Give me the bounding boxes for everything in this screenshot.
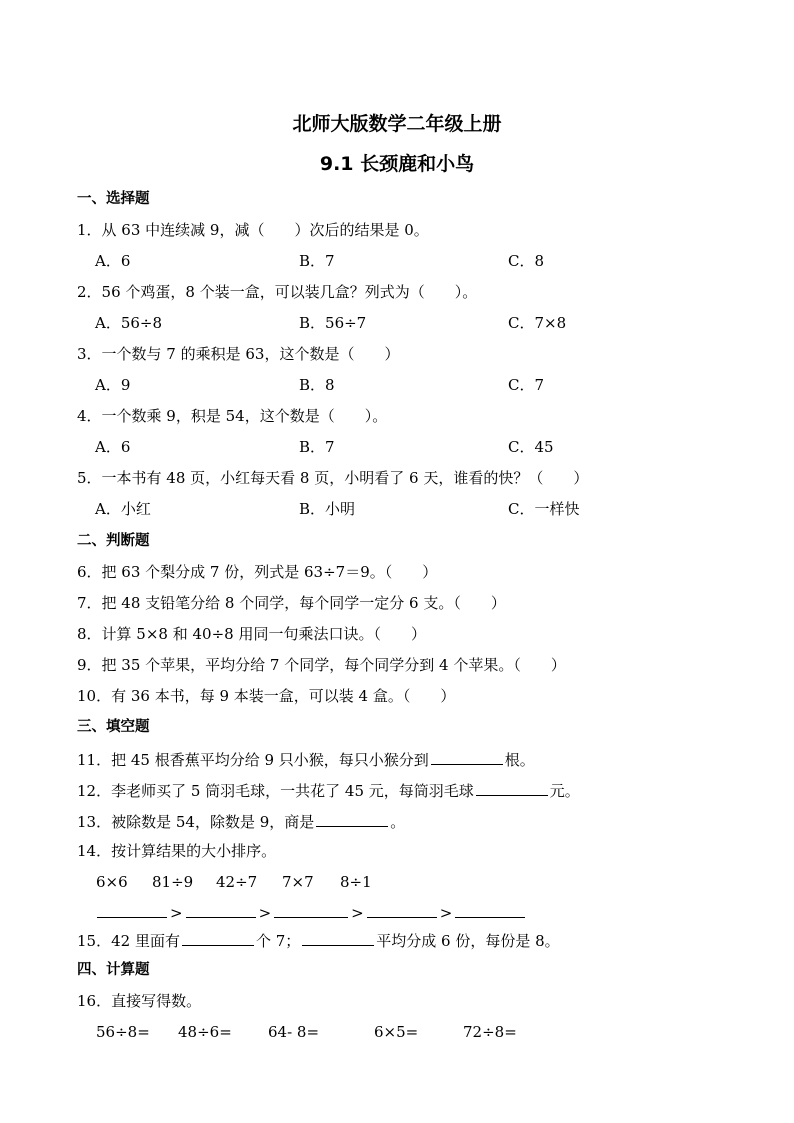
question-1: 1．从 63 中连续减 9，减（ ）次后的结果是 0。: [77, 221, 429, 239]
q3-option-b: B．8: [299, 376, 335, 394]
question-13: [77, 810, 405, 832]
answer-blank[interactable]: [431, 748, 503, 765]
answer-blank[interactable]: [182, 929, 254, 946]
section-heading-choice: 一、选择题: [77, 191, 150, 207]
question-14: 14．按计算结果的大小排序。: [77, 842, 277, 860]
q16-expression: 72÷8=: [463, 1023, 517, 1041]
q4-option-c: C．45: [508, 438, 554, 456]
q1-option-a: A．6: [95, 252, 131, 270]
q4-option-b: B．7: [299, 438, 335, 456]
answer-blank[interactable]: [455, 901, 525, 918]
q12-suffix: 元。: [549, 782, 580, 800]
q2-option-b: B．56÷7: [299, 314, 367, 332]
q2-option-c: C．7×8: [508, 314, 567, 332]
answer-blank[interactable]: [476, 779, 548, 796]
answer-blank[interactable]: [97, 901, 167, 918]
q16-expression: 6×5=: [374, 1023, 419, 1041]
q16-expression: 64- 8=: [268, 1023, 320, 1041]
question-8: 8．计算 5×8 和 40÷8 用同一句乘法口诀。（ ）: [77, 625, 426, 643]
q13-text: 13．被除数是 54，除数是 9，商是: [77, 813, 315, 831]
q11-suffix: 根。: [504, 751, 535, 769]
q5-option-c: C．一样快: [508, 500, 580, 518]
q4-option-a: A．6: [95, 438, 131, 456]
q13-suffix: 。: [390, 813, 406, 831]
q2-option-a: A．56÷8: [95, 314, 163, 332]
q3-option-a: A．9: [95, 376, 131, 394]
q15-suffix: 平均分成 6 份，每份是 8。: [376, 932, 560, 950]
document-title: 北师大版数学二年级上册: [292, 113, 502, 135]
answer-blank[interactable]: [274, 901, 348, 918]
q1-option-b: B．7: [299, 252, 335, 270]
answer-blank[interactable]: [367, 901, 437, 918]
q14-ordering-row: [95, 901, 527, 923]
question-3: 3．一个数与 7 的乘积是 63，这个数是（ ）: [77, 345, 400, 363]
q14-expression: 7×7: [282, 873, 314, 891]
question-16: 16．直接写得数。: [77, 992, 202, 1010]
answer-blank[interactable]: [302, 929, 374, 946]
question-10: 10．有 36 本书，每 9 本装一盒，可以装 4 盒。（ ）: [77, 687, 456, 705]
question-7: 7．把 48 支铅笔分给 8 个同学，每个同学一定分 6 支。（ ）: [77, 594, 506, 612]
document-subtitle: 9.1 长颈鹿和小鸟: [319, 153, 475, 175]
q15-text: 15．42 里面有: [77, 932, 180, 950]
q11-text: 11．把 45 根香蕉平均分给 9 只小猴，每只小猴分到: [77, 751, 429, 769]
greater-than-sign: >: [258, 904, 272, 922]
question-5: 5．一本书有 48 页，小红每天看 8 页，小明看了 6 天，谁看的快？（ ）: [77, 469, 589, 487]
q5-option-a: A．小红: [95, 500, 151, 518]
q14-expression: 81÷9: [152, 873, 194, 891]
q16-expression: 56÷8=: [96, 1023, 150, 1041]
question-4: 4．一个数乘 9，积是 54，这个数是（ ）。: [77, 407, 388, 425]
section-heading-fill-blank: 三、填空题: [77, 719, 150, 735]
question-12: [77, 779, 580, 801]
q15-middle: 个 7；: [255, 932, 301, 950]
greater-than-sign: >: [351, 904, 364, 922]
q16-expression: 48÷6=: [178, 1023, 232, 1041]
answer-blank[interactable]: [316, 810, 388, 827]
question-9: 9．把 35 个苹果，平均分给 7 个同学，每个同学分到 4 个苹果。（ ）: [77, 656, 566, 674]
section-heading-judgement: 二、判断题: [77, 533, 150, 549]
q14-expression: 6×6: [96, 873, 128, 891]
question-15: [77, 929, 560, 951]
q12-text: 12．李老师买了 5 筒羽毛球，一共花了 45 元，每筒羽毛球: [77, 782, 474, 800]
q5-option-b: B．小明: [299, 500, 356, 518]
q1-option-c: C．8: [508, 252, 545, 270]
section-heading-calculation: 四、计算题: [77, 962, 150, 978]
greater-than-sign: >: [439, 904, 453, 922]
answer-blank[interactable]: [186, 901, 256, 918]
question-2: 2．56 个鸡蛋，8 个装一盒，可以装几盒？列式为（ ）。: [77, 283, 478, 301]
question-6: 6．把 63 个梨分成 7 份，列式是 63÷7＝9。（ ）: [77, 563, 438, 581]
q3-option-c: C．7: [508, 376, 545, 394]
greater-than-sign: >: [170, 904, 183, 922]
q14-expression: 42÷7: [216, 873, 258, 891]
q14-expression: 8÷1: [340, 873, 372, 891]
question-11: [77, 748, 535, 770]
